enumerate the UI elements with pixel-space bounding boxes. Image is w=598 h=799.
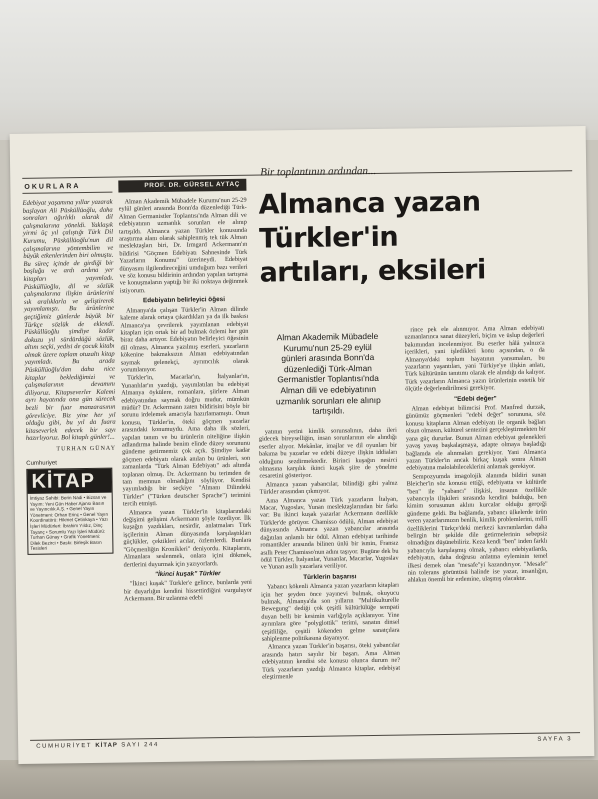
footer-issue <box>36 742 159 750</box>
paragraph: yatının yerini kimlik sorunsalının, daha ileri gidecek bireyselliğin, insan sorunlarının ele alındığı eserler alıyor. Mekânlar, imajlar ve dil oyunları bir bakıma bu yazarlar ve edebi düzeye ilişkin iddiaları olduğunu sezdirmektedir. Birinci kuşağın nesirci olmasına karşılık ikinci kuşak şiire de yönelme cesaretini gösteriyor. <box>258 426 398 481</box>
headline-line-1: Almanca yazan <box>258 186 481 221</box>
paragraph: Sempozyumda imagolojik alanında bildiri sunan Bleicher'in söz konusu ettiği, edebiyatta ve kültürde "ben" ile "yabancı" ilişkisi, insanın özellikle yabancıyla ilişkileri sırasında kendini bulduğu, ben kimim sorusunun aklını kurcalar olduğu gerçeği gündeme geldi. Bu bağlamda, yabancı ülkelerde ürün veren yazarlarımızın benlik, kimlik problemlerini, millî özelliklerini Türkçe'deki merkezi kavramlardan daha belirgin bir şekilde dile getirmelerinin sebepsiz olmadığını düşünebiliriz. Keza kendi "ben" inden farklı yabancıyla karşılaşmış olmak, yabancı edebiyatlarda, edebiyatın, daha doğrusu anlatma eyleminin temel ilkesi demek olan "mesafe"yi kazandırıyor. "Mesafe" nin tolerans görüntüsü halinde ise yazar, insanlığın, ahlakın önemli bir erdemine, ulaşmış olacaktır. <box>406 471 548 584</box>
subheading: Edebiyatın belirleyici öğesi <box>142 296 226 305</box>
paragraph: Almanca yazan Türkler'in başarısı, öteki yabancılar arasında hatırı sayılır bir başarı. Ama Alman edebiyatının kendisi söz konusu olunca durum ne? Türk yazarların yazdığı Almanca kitaplar, edebiyat eleştirmenle <box>261 642 401 681</box>
footer-issue-number: SAYI 244 <box>121 742 159 749</box>
article-column-3 <box>404 325 550 735</box>
paragraph: Türkler'in, Macarlar'ın, İtalyanlar'ın, Yunanlılar'ın yazdığı, yayımlatılan bu edebiyat Almanya öykülere, romanlara, şiirlere Alman edebiyatından saymak doğru mudur, mümkün müdür? Dr. Ackermann zaten bildirisini böyle bir sorunu irdelemek amacıyla hazırlamamıştı. Onun konusu, Türkler'in, öteki göçmen yazarlar arasındaki konumuydu. Ama daha ilk sözleri, yapılan tanım ve bu ürünlerin niteliğine ilişkin adlandırma halinde benim elinde düzey sorununu gündeme getirmemiz çok açık. Şimdiye kadar göçmen edebiyatı olarak anılan bu ürünleri, son zamanlarda "Türk Alman Edebiyatı" adı altında toplanan olmuş. Dr. Ackermann bu terimden de tam memnun olmadığını söylüyor. Kendisi yayımladığı bir seçkiye "Almanı Dilindeki Türkler" ("Türken deutscher Sprache") terimini tercih etmişti. <box>121 373 251 508</box>
paragraph: Almanya'da çalışan Türkler'in Alman dilinde kaleme alarak ortaya çıkardıkları ya da ilk baskısı Almanca'ya çevrilerek yayımlanan edebiyat kitapları için ortak bir ad bulmak özlemi her gün biraz daha artıyor. Edebiyatın belirleyici öğesinin dil olması, Almanca yazılmış eserleri, yazarların kökenine bakmaksızın Alman edebiyatından saymak gelenekçi, ayrımcılık olarak yorumlanıyor. <box>120 305 249 374</box>
article-lede: Alman Akademik Mübadele Kurumu'nun 25-29 eylül günleri arasında Bonn'da düzenlediği Türk-Alman Germanistler Toplantısı'nda Alman dili ve edebiyatının uzmanlık sorunları ele alınıp tartışıldı. <box>275 330 381 417</box>
subheading: "İkinci kuşak" Türkler <box>154 570 221 578</box>
headline-line-2: Türkler'in <box>258 221 399 255</box>
paragraph: Alman edebiyat bilimcisi Prof. Manfred durzak, günümüz göçmenleri "edebi değer" sorununa, söz konusu kitapların Alman edebiyatı ile organik bağları olsun olmasın, kültürel sentezini gerçekleştirmekten bir yana güç dururlar. Bunun Alman edebiyat gelenekleri yavaş yavaş başkalaşmaya, adapte olmaya başladığı bağlamda ele alınmaları gerekiyor. Yani Almanca yazan Türkler'in ancak birkaç kuşak sonra Alman edebiyatına malolabileceklerini anlamak gerekiyor. <box>405 403 547 472</box>
paragraph: Alman Akademik Mübadele Kurumu'nun 25-29 eylül günleri arasında Bonn'da düzenlediği Türk-Alman Germanistler Toplantısı'nda Alman dili ve edebiyatının uzmanlık sorunları ele alınıp tartışıldı. Almanca yazan Türkler konusunda araştırma alanı olarak sahiplenmiş tek tük Alman meslektaşları biri, Dr. Irmgard Ackermann'ın bildirisi "Göçmen Edebiyatı Sahnesinde Türk Yazarların Konumu" üzerineydi. Edebiyat dünyasını ilgilendireceğini umduğum bazı verileri ve söz konusu bildirinin ardından yapılan tartışma ve konuşmaların yaptığı bir iki noktaya değinmek istiyorum. <box>118 196 248 295</box>
sidebar-heading: OKURLARA <box>22 181 112 194</box>
background-table <box>0 760 598 799</box>
paragraph: Yabancı kökenli Almanca yazan yazarların kitapları için her şeyden önce yayınevi bulmak, okuyucu bulmak, Almanya'da son yılların "Multikulturelle Bewegung" dediği çok çeşitli kültürlülüğe sempati duyan belli bir kesimin varlığıyla açıklanıyor. Yine ayrımlara göre "polyglottik" terimi, sanatın dinsel çeşitliliğe, çeşitli kökenden gelme sanatçılara sahiplenme politikasına dayanıyor. <box>261 581 400 643</box>
sidebar-editorial: Edebiyat yaşamına yıllar yazarak başlayan Ali Püsküllüoğlu, daha sonraları ağırlıklı olarak dil çalışmalarına yöneldi. Yaklaşık yirmi üç yıl çalıştığı Türk Dil Kurumu, Püsküllüoğlu'nun dil çalışmalarına yöntembilim ve büyük etkenlerinden biri olmuştu. Bu süreç içinde de girdiği bir boşluğu ve ardı ardına yer kitapları yayımladı. Püsküllüoğlu, dil ve sözlük çalışmalarına ilişkin ürünlerini sık aralıklarla ve geliştirerek yayımlamıştı. Bu ürünlerine geçtiğimiz günlerde büyük bir Türkçe sözlük de eklendi. Püsküllüoğlu şimdiye kadar dokuzu yıl sürdürdüğü sözlük, altını seçki, yedisi de çocuk kitabı olmak üzere toplam otuzaltı kitap yayımladı. Bu arada Püsküllüoğlu'dan daha nice kitaplar beklediğimizi ve çalışmalarının devamını diliyoruz. Kitapseverler Kalemi ayrı hayatında ona gün sürecek bezli bir fuar manzarasının görevliciye. Biz yine her yıl olduğu gibi, bu yıl da fuara kitaseverlek edecek bir sayı hazırlıyoruz. Bol kitaplı günler!... <box>22 198 116 443</box>
paragraph: Almanca yazan yabancılar, bilindiği gibi yalnız Türkler arasından çıkmıyor. <box>259 479 398 496</box>
subheading: "Edebi değer" <box>453 394 497 403</box>
article-column-2 <box>259 427 401 737</box>
sidebar-author: TURHAN GÜNAY <box>56 445 117 453</box>
paragraph: Ama Almanca yazan Türk yazarların İtalyan, Macar, Yugoslav, Yunan meslektaşlarından bir farkı var: Bu ikinci kuşak yazarlar Ackermann özellikle Türkler'de görüyor. Chamisso ödülü, Alman edebiyat dünyasında Almanca yazan yabancılar arasında dağıtılan anlamlı bir ödül. Alman edebiyat tarihinde romantikler arasında bilinen ünlü bir ismin, Fransız asıllı Peter Chamisso'nun adını taşıyor. Bugüne dek bu ödül Türkler, İtalyanlar, Yunanlar, Macarlar, Yugoslav ve Yunan asıllı yazarlara veriliyor. <box>259 495 399 571</box>
publisher-label: Cumhuriyet <box>26 460 57 467</box>
kitap-logo: KİTAP <box>27 469 111 494</box>
masthead-box <box>26 468 113 555</box>
footer-page-number: SAYFA 3 <box>537 736 573 743</box>
newspaper-page <box>10 126 595 764</box>
imprint-text: İmtiyaz Sahibi: Berin Nadi • Bizsan ve Yayım: Yeni Gün Haber Ajansı Basın ve Yayıncılık A.Ş. • Genel Yayın Yönetmeni: Orhan Erinç • Genel Yayın Koordinatörü: Hikmet Çetinkaya • Yazı İşleri Müdürleri: İbrahim Yıldız, Dinç Tayanç • Sorumlu Yazı İşleri Müdürü: Turhan Günay • Grafik Yönetmeni: Dilek Bezirci • Baskı: Birleşik Basın Tesisleri <box>29 494 109 552</box>
article-kicker: Bir toplantının ardından... <box>260 164 377 179</box>
paragraph: "İkinci kuşak" Türkler'e gelince, bunlarda yeni bir duyarlığın kendini hissettirdiğini vurguluyor Ackermann. Bir uzlanma edebi <box>123 579 253 603</box>
article-column-1 <box>119 197 255 739</box>
author-bar: PROF. DR. GÜRSEL AYTAÇ <box>118 179 246 193</box>
paragraph: rince pek ele alınmıyor. Ama Alman edebiyatı uzmanlarınca sanat düzeyleri, biçim ve üslup değerleri bakımından incelenmiyor. Bu eserler hâlâ yalnızca içerikleri, yani işledikleri konu açısından, o da Almanya'daki toplum hayatının yansımaları, bu yazarların yaşantıları, yani Türkiye'ye ilişkin anlatı, Türk kültürünün tanıtımı olarak ele alındığı da kalıyor. Türk yazarların Almanca yazın ürünlerinin estetik bir ölçütle değerlendirilmesi gerekiyor. <box>404 324 546 393</box>
footer-kitap: KİTAP <box>95 742 118 749</box>
article-headline <box>258 185 499 290</box>
paragraph: Almanca yazan Türkler'in kitaplarındaki değişimi gelişimi Ackermann şöyle özetliyor. İlk kuşağın yazdıkları, nesirdir, anlatmaları Türk işçilerinin Alman dünyasında karşılaştıkları güçlükler, çektikleri acılar, özlemlerdi. Bunlara "Göçmenliğin Kronikleri" deniyordu. Kitaplarını, Almanlara seslenmek, onlara içini dökmek, dertlerini duyurmak için yazıyorlardı. <box>122 507 252 569</box>
subheading: Türklerin başarısı <box>303 572 357 581</box>
background-wall <box>0 0 598 140</box>
headline-line-3: artıları, eksileri <box>259 254 486 289</box>
sidebar-column <box>22 181 120 737</box>
footer-brand: CUMHURİYET <box>36 742 93 750</box>
